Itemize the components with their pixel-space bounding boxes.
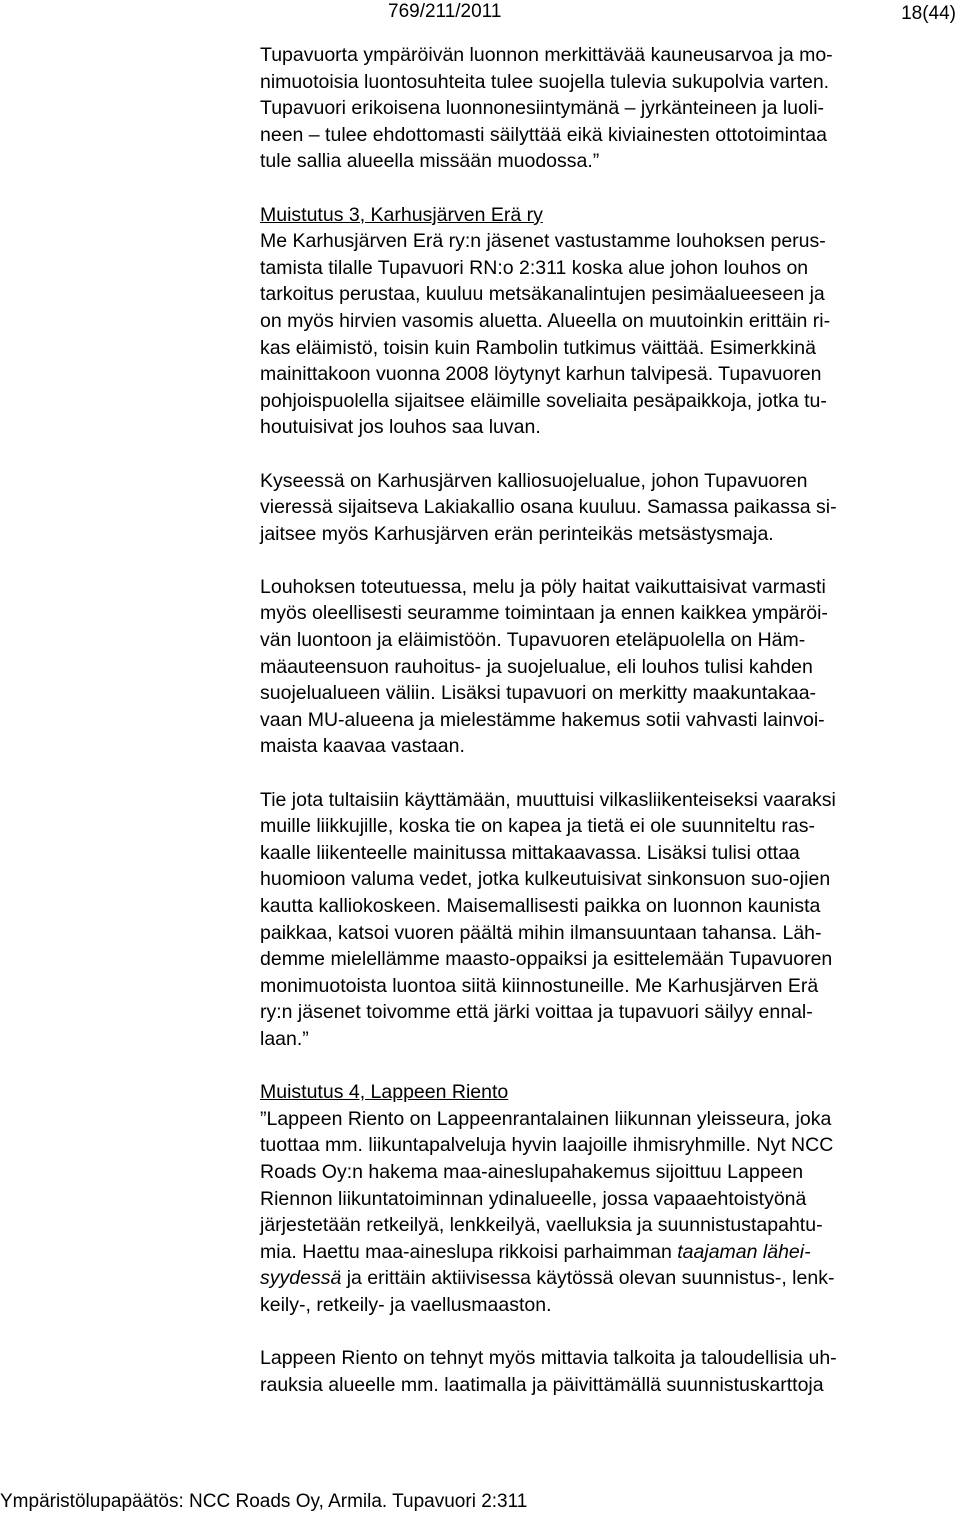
text-line <box>260 1292 960 1319</box>
line-text: kaalle liikenteelle mainitussa mittakaavassa. Lisäksi tulisi ottaa <box>260 841 800 864</box>
text-line <box>260 680 960 707</box>
text-line <box>260 308 960 335</box>
text-line <box>260 973 960 1000</box>
text-line <box>260 707 960 734</box>
section-heading <box>260 202 960 229</box>
line-text: monimuotoista luontoa siitä kiinnostuneille. Me Karhusjärven Erä <box>260 974 819 997</box>
line-text: Louhoksen toteutuessa, melu ja pöly haitat vaikuttaisivat varmasti <box>260 575 826 598</box>
text-line <box>260 1239 960 1266</box>
line-text: tarkoitus perustaa, kuuluu metsäkanalintujen pesimäalueeseen ja <box>260 283 825 306</box>
line-text: ”Lappeen Riento on Lappeenrantalainen liikunnan yleisseura, joka <box>260 1107 832 1130</box>
text-line <box>260 999 960 1026</box>
line-text: Tupavuorta ympäröivän luonnon merkittävää kauneusarvoa ja mo- <box>260 44 833 66</box>
text-line <box>260 281 960 308</box>
line-text: on myös hirvien vasomis aluetta. Alueella on muutoinkin erittäin ri- <box>260 309 831 332</box>
line-text: ry:n jäsenet toivomme että järki voittaa ja tupavuori säilyy ennal- <box>260 1001 813 1024</box>
text-line <box>260 654 960 681</box>
text-line <box>260 920 960 947</box>
text-line <box>260 468 960 495</box>
text-line <box>260 1106 960 1133</box>
line-text: Riennon liikuntatoiminnan ydinalueelle, jossa vapaaehtoistyönä <box>260 1187 807 1210</box>
text-line <box>260 600 960 627</box>
line-text: Muistutus 3, Karhusjärven Erä ry <box>260 203 543 226</box>
italic-text: syydessä <box>260 1267 342 1290</box>
line-text: pohjoispuolella sijaitsee eläimille soveliaita pesäpaikkoja, jotka tu- <box>260 389 827 412</box>
line-text: vieressä sijaitseva Lakiakallio osana kuuluu. Samassa paikassa si- <box>260 496 837 519</box>
text-line <box>260 1186 960 1213</box>
line-text: Muistutus 4, Lappeen Riento <box>260 1081 509 1104</box>
line-text: rauksia alueelle mm. laatimalla ja päivittämällä suunnistuskarttoja <box>260 1373 824 1396</box>
text-line <box>260 335 960 362</box>
paragraph-gap <box>260 760 960 787</box>
paragraph-gap <box>260 175 960 202</box>
line-text: vaan MU-alueena ja mielestämme hakemus sotii vahvasti lainvoi- <box>260 708 825 731</box>
text-line <box>260 866 960 893</box>
line-text: Tie jota tultaisiin käyttämään, muuttuisi vilkasliikenteiseksi vaaraksi <box>260 788 836 811</box>
text-line <box>260 42 960 69</box>
text-line <box>260 414 960 441</box>
line-text: maista kaavaa vastaan. <box>260 735 465 758</box>
text-line <box>260 388 960 415</box>
line-text: vän luontoon ja eläimistöön. Tupavuoren eteläpuolella on Häm- <box>260 629 806 652</box>
line-text: paikkaa, katsoi vuoren päältä mihin ilmansuuntaan tahansa. Läh- <box>260 921 822 944</box>
text-line <box>260 1159 960 1186</box>
text-line <box>260 521 960 548</box>
text-line <box>260 1026 960 1053</box>
text-line <box>260 122 960 149</box>
text-line <box>260 69 960 96</box>
italic-text: taajaman lähei- <box>677 1240 811 1263</box>
line-text: muille liikkujille, koska tie on kapea ja tietä ei ole suunniteltu ras- <box>260 815 815 838</box>
line-text: tuottaa mm. liikuntapalveluja hyvin laajoille ihmisryhmille. Nyt NCC <box>260 1134 834 1157</box>
text-line <box>260 733 960 760</box>
text-line <box>260 1372 960 1399</box>
line-text: huomioon valuma vedet, jotka kulkeutuisivat sinkonsuon suo-ojien <box>260 868 831 891</box>
line-text: Me Karhusjärven Erä ry:n jäsenet vastustamme louhoksen perus- <box>260 230 826 253</box>
line-text: tule sallia alueella missään muodossa.” <box>260 150 600 173</box>
paragraph-gap <box>260 441 960 468</box>
text-line <box>260 1265 960 1292</box>
text-line <box>260 627 960 654</box>
text-line <box>260 95 960 122</box>
line-text: houtuisivat jos louhos saa luvan. <box>260 416 541 439</box>
paragraph-gap <box>260 1053 960 1080</box>
line-text: mäauteensuon rauhoitus- ja suojelualue, eli louhos tulisi kahden <box>260 655 813 678</box>
line-text: suojelualueen väliin. Lisäksi tupavuori on merkitty maakuntakaa- <box>260 682 817 705</box>
line-text: Tupavuori erikoisena luonnonesiintymänä – jyrkänteineen ja luoli- <box>260 97 825 120</box>
page-number: 18(44) <box>901 3 956 24</box>
section-heading <box>260 1079 960 1106</box>
line-text: järjestetään retkeilyä, lenkkeilyä, vaelluksia ja suunnistustapahtu- <box>260 1214 823 1237</box>
body-text <box>260 42 960 1398</box>
line-text: laan.” <box>260 1027 309 1050</box>
line-text: keily-, retkeily- ja vaellusmaaston. <box>260 1293 552 1316</box>
text-line <box>260 361 960 388</box>
line-text: tamista tilalle Tupavuori RN:o 2:311 koska alue johon louhos on <box>260 256 809 279</box>
text-line <box>260 1212 960 1239</box>
line-text: neen – tulee ehdottomasti säilyttää eikä kiviainesten ottotoimintaa <box>260 123 827 146</box>
document-number: 769/211/2011 <box>388 1 502 22</box>
text-line <box>260 228 960 255</box>
line-text: mia. Haettu maa-aineslupa rikkoisi parhaimman <box>260 1240 678 1263</box>
text-line <box>260 1132 960 1159</box>
text-line <box>260 840 960 867</box>
paragraph-gap <box>260 547 960 574</box>
line-text: jaitsee myös Karhusjärven erän perinteikäs metsästysmaja. <box>260 522 774 545</box>
line-text: Kyseessä on Karhusjärven kalliosuojelualue, johon Tupavuoren <box>260 469 808 492</box>
text-line <box>260 1345 960 1372</box>
text-line <box>260 893 960 920</box>
line-text: ja erittäin aktiivisessa käytössä olevan suunnistus-, lenk- <box>341 1267 835 1290</box>
text-line <box>260 946 960 973</box>
text-line <box>260 255 960 282</box>
line-text: kas eläimistö, toisin kuin Rambolin tutkimus väittää. Esimerkkinä <box>260 336 816 359</box>
line-text: mainittakoon vuonna 2008 löytynyt karhun talvipesä. Tupavuoren <box>260 363 822 386</box>
paragraph-gap <box>260 1319 960 1346</box>
line-text: demme mielellämme maasto-oppaiksi ja esittelemään Tupavuoren <box>260 948 833 971</box>
line-text: nimuotoisia luontosuhteita tulee suojella tulevia sukupolvia varten. <box>260 70 830 93</box>
line-text: kautta kalliokoskeen. Maisemallisesti paikka on luonnon kaunista <box>260 895 821 917</box>
text-line <box>260 148 960 175</box>
text-line <box>260 574 960 601</box>
text-line <box>260 494 960 521</box>
footer-text: Ympäristölupapäätös: NCC Roads Oy, Armila. Tupavuori 2:311 <box>0 1491 528 1512</box>
text-line <box>260 813 960 840</box>
line-text: Lappeen Riento on tehnyt myös mittavia talkoita ja taloudellisia uh- <box>260 1347 837 1370</box>
line-text: myös oleellisesti seuramme toimintaan ja ennen kaikkea ympäröi- <box>260 602 828 625</box>
line-text: Roads Oy:n hakema maa-aineslupahakemus sijoittuu Lappeen <box>260 1160 804 1183</box>
text-line <box>260 787 960 814</box>
